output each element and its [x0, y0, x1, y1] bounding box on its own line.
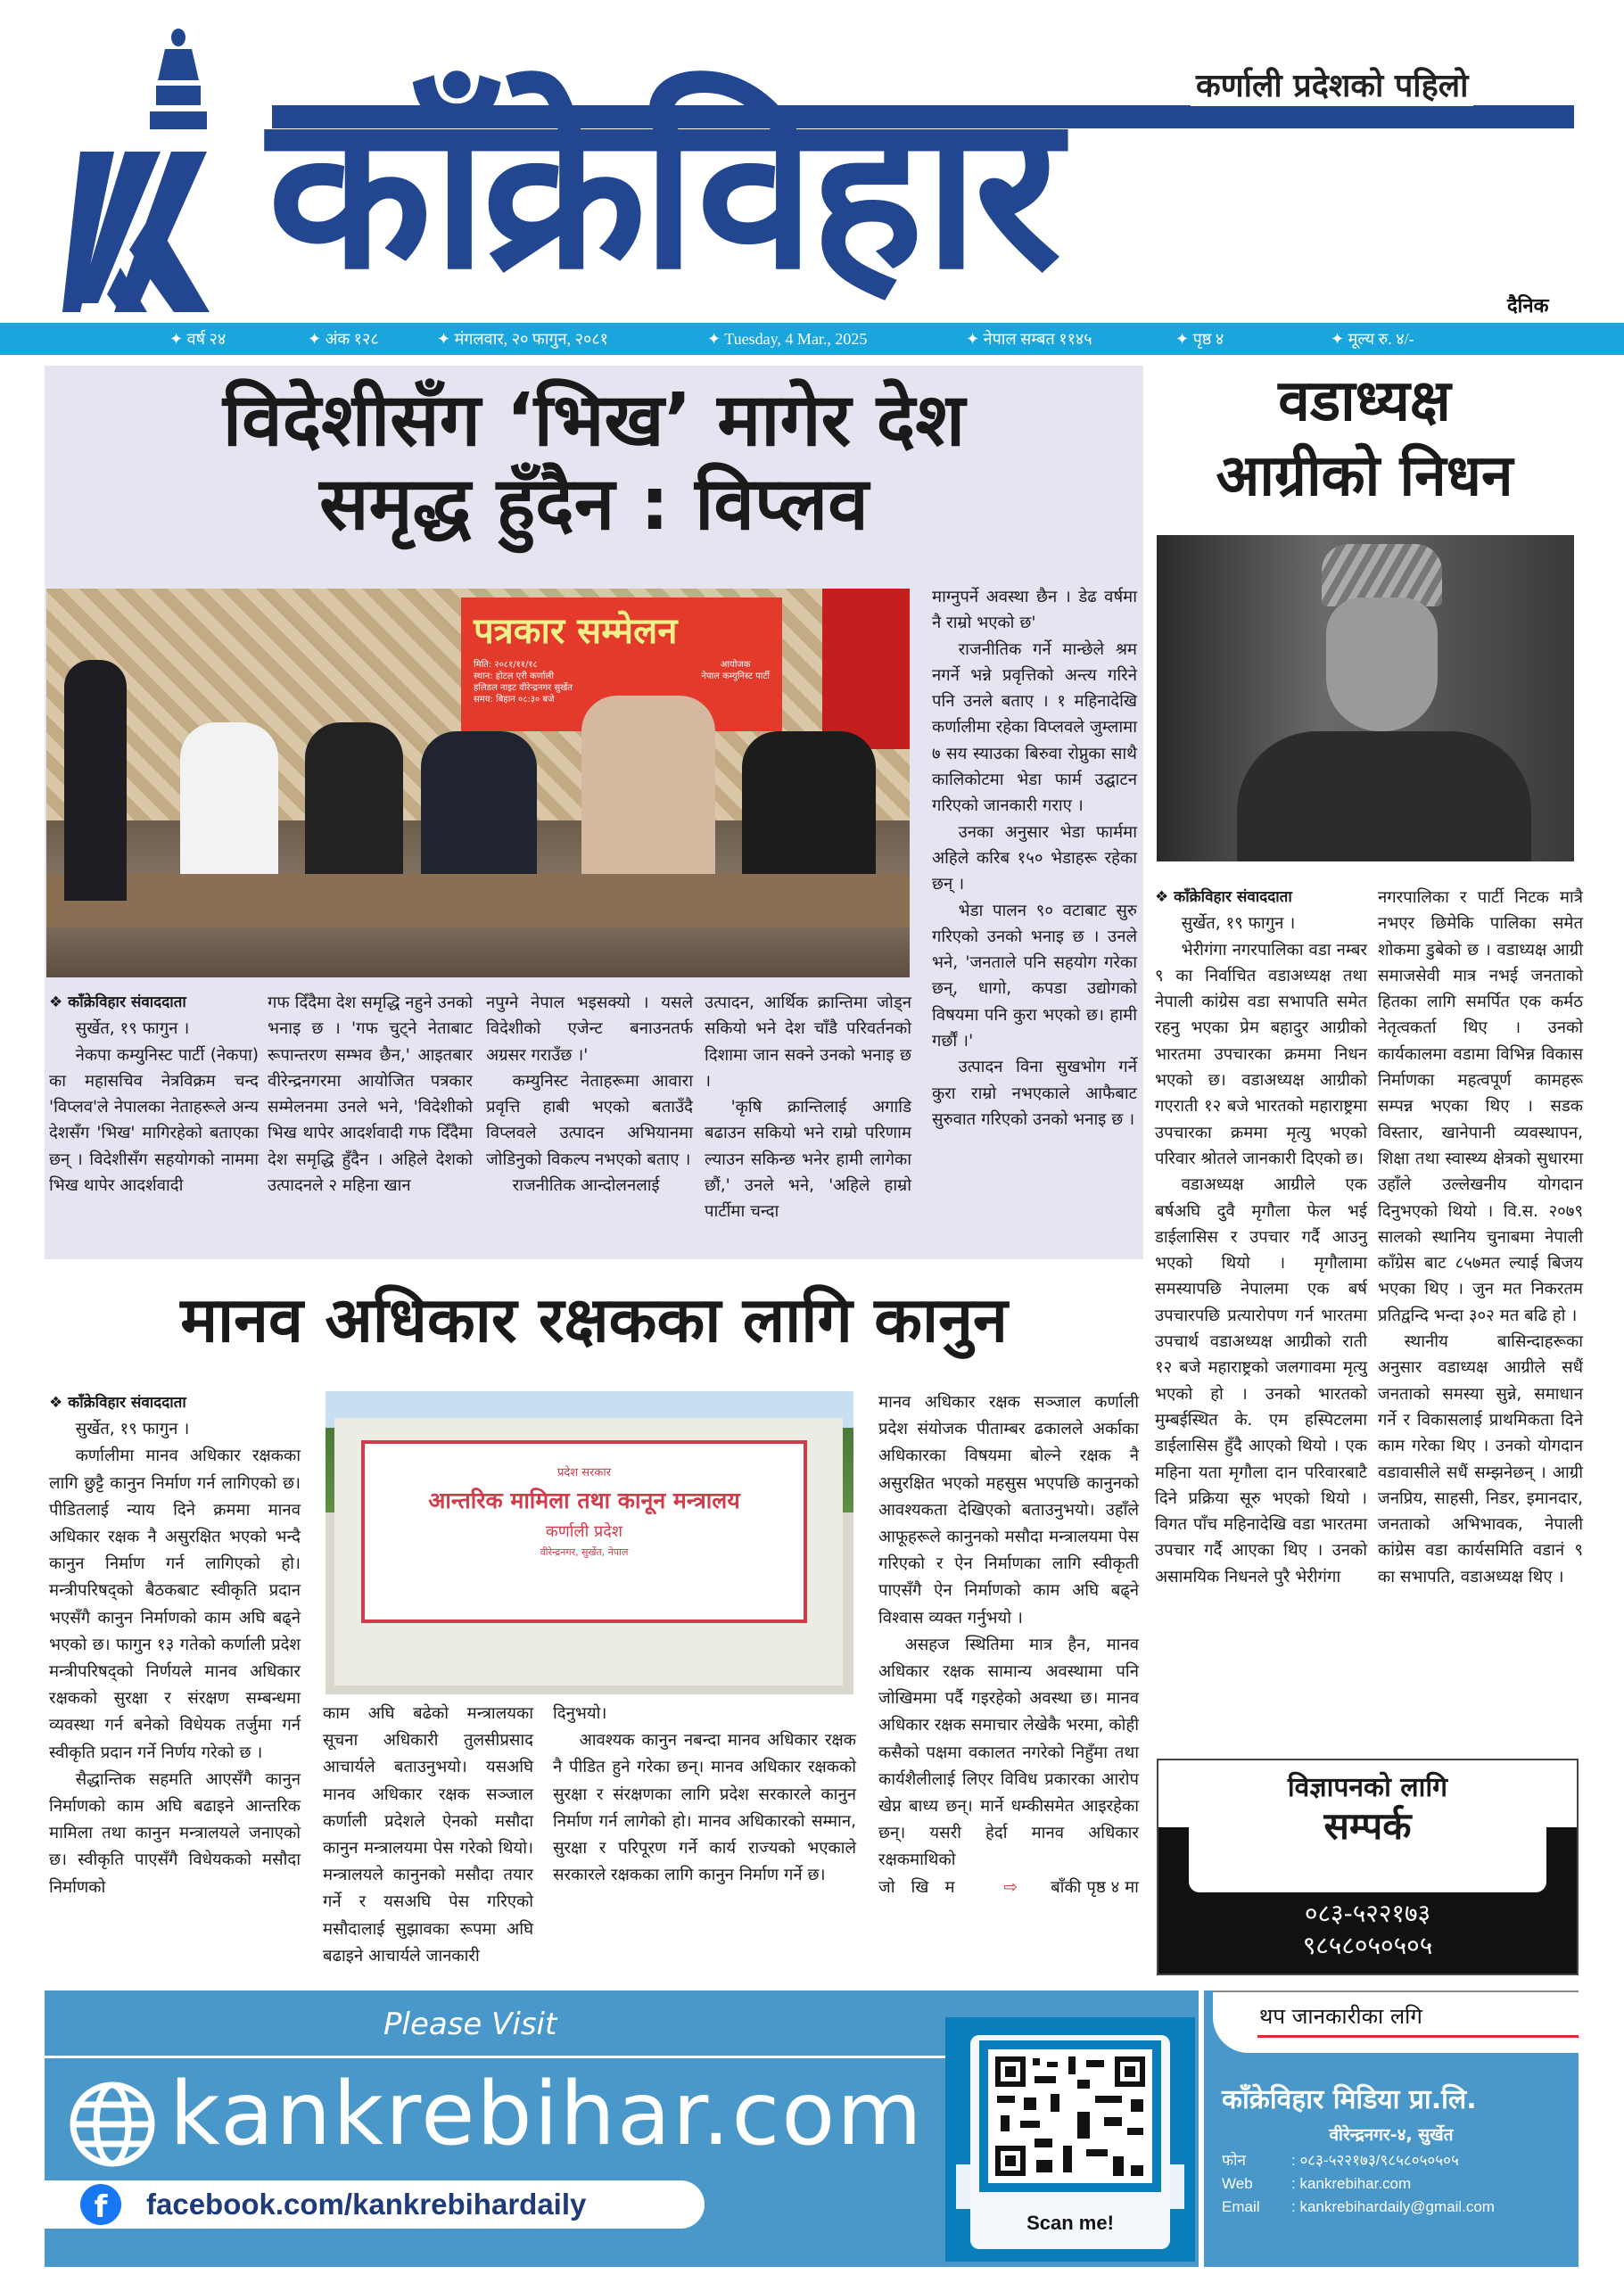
- english-date: ✦ Tuesday, 4 Mar., 2025: [707, 329, 868, 348]
- paragraph: आवश्यक कानुन नबन्दा मानव अधिकार रक्षक नै पीडित हुने गरेका छन्। मानव अधिकार रक्षकको सुरक्षा र संरक्षणका लागि प्रदेश सरकारले कानुन निर्माण गर्न लागेको हो। मानव अधिकारको सम्मान, सुरक्षा र परिपूरण गर्ने कार्य राज्यको भएकाले सरकारले रक्षकका लागि कानुन निर्माण गर्ने छ।: [553, 1731, 856, 1885]
- nepali-date: ✦ मंगलवार, २० फागुन, २०८१: [437, 330, 609, 348]
- lead-column-1: [49, 990, 259, 1199]
- masthead: [0, 0, 1624, 317]
- obit-portrait-photo: [1157, 535, 1574, 861]
- paragraph: असहज स्थितिमा मात्र हैन, मानव अधिकार रक्षक सामान्य अवस्थामा पनि जोखिममा पर्दै गइरहेको अवस्था छ। मानव अधिकार रक्षक समाचार लेखेकै भरमा, कोही कसैको पक्षमा वकालत नगरेको निहुँमा तथा कार्यशैलीलाई लिएर विविध प्रकारका आरोप खेप्न बाध्य छन्। मार्ने धम्कीसमेत आइरहेका छन्। यसरी हेर्दा मानव अधिकार रक्षकमाथिको: [878, 1635, 1139, 1870]
- arrow-right-icon: ⇨: [1003, 1877, 1018, 1897]
- issue-number: ✦ अंक १२८: [308, 330, 379, 348]
- contact-info-box: [1204, 1990, 1579, 2267]
- dateline: सुर्खेत, १९ फागुन ।: [1181, 914, 1296, 934]
- paragraph: उत्पादन विना सुखभोग गर्ने कुरा राम्रो नभएकाले आफैबाट सुरुवात गरिएको उनको भनाइ छ ।: [932, 1058, 1137, 1129]
- paragraph: कर्णालीमा मानव अधिकार रक्षकका लागि छुट्टै कानुन निर्माण गर्न लागिएको छ। पीडितलाई न्याय दिने क्रममा मानव अधिकार रक्षक नै असुरक्षित भएको भन्दै कानुन निर्माण गर्न लागिएको हो। मन्त्रीपरिषद्को बैठकबाट स्वीकृति प्रदान भएसँगै कानुन निर्माणको काम अघि बढ्ने भएको छ। फागुन १३ गतेको कर्णाली प्रदेश मन्त्रीपरिषद्को निर्णयले मानव अधिकार रक्षकको सुरक्षा र संरक्षण सम्बन्धमा व्यवस्था गर्न बनेको विधेयक तर्जुमा गर्न स्वीकृति प्रदान गर्ने निर्णय गरेको छ ।: [49, 1446, 301, 1762]
- email-label: Email: [1222, 2198, 1260, 2215]
- paragraph: काम अघि बढेको मन्त्रालयका सूचना अधिकारी तुलसीप्रसाद आचार्यले बताउनुभयो। यसअघि मानव अधिकार रक्षक सञ्जाल कर्णाली प्रदेशले ऐनको मसौदा कानुन मन्त्रालयमा पेस गरेको थियो। मन्त्रालयले कानुनको मसौदा तयार गर्ने र यसअघि पेस गरिएको मसौदालाई सुझावका रूपमा अघि बढाइने आचार्यले जानकारी: [323, 1704, 533, 1966]
- byline: ❖ काँक्रेविहार संवाददाता: [49, 993, 186, 1011]
- jump-word: जोखिम: [878, 1877, 971, 1897]
- ad-heading: विज्ञापनको लागि: [1287, 1772, 1448, 1803]
- lead-column-3: [486, 990, 693, 1199]
- rights-column-2: [323, 1701, 533, 1970]
- issue-info-bar: [0, 323, 1624, 355]
- paragraph: नगरपालिका र पार्टी निटक मात्रै नभएर छिमेकि पालिका समेत शोकमा डुबेको छ । वडाध्यक्ष आग्री समाजसेवी मात्र नभई जनताको हितका लागि समर्पित एक कर्मठ नेतृत्वकर्ता थिए । उनको कार्यकालमा वडामा विभिन्न विकास निर्माणका महत्वपूर्ण कामहरू सम्पन्न भएका थिए । सडक विस्तार, खानेपानी व्यवस्थापन, शिक्षा तथा स्वास्थ्य क्षेत्रको सुधारमा उहाँले उल्लेखनीय योगदान दिनुभएको थियो । वि.स. २०७९ सालको स्थानिय चुनाबमा नेपाली काँग्रेस बाट ८५७मत ल्याई बिजय भएका थिए । जुन मत निकरतम प्रतिद्वन्दि भन्दा ३०२ मत बढि हो ।: [1378, 888, 1583, 1325]
- headline-line: वडाध्यक्ष: [1278, 368, 1451, 434]
- banner-line: समय: बिहान ०८:३० बजे: [474, 695, 555, 705]
- tagline: कर्णाली प्रदेशको पहिलो: [1191, 62, 1473, 106]
- qr-panel: [945, 2017, 1195, 2262]
- rights-headline: मानव अधिकार रक्षकका लागि कानुन: [180, 1283, 1008, 1356]
- newspaper-logo: काँक्रेविहार: [268, 67, 1057, 317]
- obit-headline: [1150, 364, 1579, 514]
- sign-line: कर्णाली प्रदेश: [545, 1522, 623, 1541]
- nepal-sambat: ✦ नेपाल सम्बत ११४५: [966, 330, 1092, 348]
- banner-title: पत्रकार सम्मेलन: [474, 611, 678, 652]
- paragraph: सैद्धान्तिक सहमति आएसँगै कानुन निर्माणको काम अघि बढाइने आन्तरिक मामिला तथा कानुन मन्त्रालयले जनाएको छ। स्वीकृति पाएसँगै विधेयकको मसौदा निर्माणको: [49, 1769, 301, 1897]
- rights-column-1: [49, 1389, 301, 1901]
- qr-code-icon[interactable]: [988, 2049, 1152, 2183]
- ad-mobile: ९८५८०५०५०५: [1302, 1931, 1433, 1960]
- press-conference-photo: [46, 589, 910, 977]
- company-address: वीरेन्द्रनगर-४, सुर्खेत: [1329, 2125, 1454, 2145]
- ministry-sign-photo: [326, 1391, 853, 1694]
- paragraph: मानव अधिकार रक्षक सञ्जाल कर्णाली प्रदेश संयोजक पीताम्बर ढकालले अर्काका अधिकारका विषयमा बोल्ने रक्षक नै असुरक्षित भएको महसुस भएपछि कानुनको आवश्यकता देखिएको बताउनुभयो। उहाँले आफूहरूले कानुनको मसौदा मन्त्रालयमा पेस गरिएको र ऐन निर्माणका लागि स्वीकृती पाएसँगै ऐन निर्माणको काम अघि बढ्ने विश्वास व्यक्त गर्नुभयो ।: [878, 1393, 1139, 1628]
- continued-jump[interactable]: [878, 1875, 1139, 1901]
- email-value[interactable]: : kankrebihardaily@gmail.com: [1291, 2198, 1495, 2215]
- web-label: Web: [1222, 2175, 1253, 2192]
- advertisement-contact-box: [1157, 1759, 1579, 1975]
- rights-column-4: [878, 1389, 1139, 1901]
- paragraph: गफ दिँदैमा देश समृद्धि नहुने उनको भनाइ छ । 'गफ चुट्ने नेताबाट रूपान्तरण सम्भव छैन,' आइतबार वीरेन्द्रनगरमा आयोजित पत्रकार सम्मेलनमा उनले भने, 'विदेशीको भिख थापेर आदर्शवादी गफ दिँदैमा देश समृद्धि हुँदैन । अहिले देशको उत्पादनले २ महिना खान: [268, 993, 473, 1196]
- continued-on-page: बाँकी पृष्ठ ४ मा: [1051, 1877, 1139, 1897]
- obit-column-1: [1155, 885, 1367, 1590]
- headline-line: समृद्ध हुँदैन : विप्लव: [319, 462, 869, 548]
- lead-headline: [45, 379, 1143, 548]
- sign-title: आन्तरिक मामिला तथा कानून मन्त्रालय: [428, 1488, 740, 1513]
- paragraph: वडाअध्यक्ष आग्रीले एक बर्षअघि दुवै मृगौला फेल भई डाईलासिस र उपचार गर्दै आउनु भएको थियो । मृगौलामा समस्यापछि नेपालमा एक बर्ष उपचारपछि प्रत्यारोपण गर्न भारतमा उपचार्थ वडाअध्यक्ष आग्रीको राती १२ बजे महाराष्ट्रको जलगावमा मृत्यु भएको हो । उनको भारतको मुम्बईस्थित के. एम हस्पिटलमा डाईलासिस हुँदै आएको थियो । एक महिना यता मृगौला दान परिवारबाटै दिने प्रक्रिया सूरु भएको थियो । विगत पाँच महिनादेखि वडा भारतमा उपचार गर्दै आएका थिए । उनको असामयिक निधनले पुरै भेरीगंगा: [1155, 1175, 1367, 1587]
- paragraph: भेरीगंगा नगरपालिका वडा नम्बर ९ का निर्वाचित वडाअध्यक्ष तथा नेपाली कांग्रेस वडा सभापति समेत रहनु भएका प्रेम बहादुर आग्रीको भारतमा उपचारका क्रममा निधन भएको छ। वडाअध्यक्ष आग्रीको गएराती १२ बजे भारतको महाराष्ट्रमा उपचारका क्रममा मृत्यु भएको परिवार श्रोतले जानकारी दिएको छ।: [1155, 940, 1367, 1168]
- paragraph: राजनीतिक गर्ने मान्छेले श्रम नगर्ने भन्ने प्रवृत्तिको अन्त्य गरिने पनि उनले बताए । १ महिनादेखि कर्णालीमा रहेका विप्लवले जुम्लामा ७ सय स्याउका बिरुवा रोप्नुका साथै कालिकोटमा भेडा फार्म उद्घाटन गरिएको जानकारी गराए ।: [932, 639, 1137, 816]
- headline-line: विदेशीसँग ‘भिख’ मागेर देश: [222, 378, 966, 463]
- facebook-link[interactable]: [45, 2180, 705, 2229]
- facebook-url: facebook.com/kankrebihardaily: [146, 2188, 587, 2221]
- facebook-icon: f: [80, 2184, 121, 2225]
- rights-column-3: [553, 1701, 856, 1889]
- banner-line: नेपाल कम्युनिस्ट पार्टी: [701, 672, 770, 681]
- banner-line: आयोजक: [720, 660, 751, 670]
- sign-line: वीरेन्द्रनगर, सुर्खेत, नेपाल: [540, 1546, 629, 1558]
- phone-value: : ०८३-५२२१७३/९८५८०५०५०५: [1291, 2152, 1459, 2169]
- headline-line: आग्रीको निधन: [1216, 443, 1513, 509]
- globe-icon: [68, 2080, 157, 2169]
- byline: ❖ काँक्रेविहार संवाददाता: [1155, 888, 1292, 906]
- volume: ✦ वर्ष २४: [169, 330, 227, 348]
- dateline: सुर्खेत, १९ फागुन ।: [75, 1019, 190, 1039]
- phone-label: फोन: [1222, 2152, 1246, 2169]
- banner-line: स्थान: होटल एरी कर्णाली: [474, 672, 554, 681]
- lead-column-2: [268, 990, 473, 1199]
- ad-phone: ०८३-५२२१७३: [1304, 1899, 1431, 1928]
- obit-column-2: [1378, 885, 1583, 1590]
- sign-line: प्रदेश सरकार: [556, 1466, 612, 1479]
- page-number: ✦ पृष्ठ ४: [1175, 330, 1224, 348]
- paragraph: नेकपा कम्युनिस्ट पार्टी (नेकपा) का महासचिव नेत्रविक्रम चन्द 'विप्लव'ले नेपालका नेताहरूले अन्य देशसँग 'भिख' मागिरहेको बताएका छन् । विदेशीसँग सहयोगको नाममा भिख थापेर आदर्शवादी: [49, 1045, 259, 1196]
- paragraph: स्थानीय बासिन्दाहरूका अनुसार वडाध्यक्ष आग्रीले सधैं जनताको समस्या सुन्ने, समाधान गर्ने र विकासलाई प्राथमिकता दिने काम गरेका थिए । उनको योगदान वडावासीले सधैं सम्झनेछन् । आग्री जनप्रिय, साहसी, निडर, इमानदार, जनताको अभिभावक, नेपाली कांग्रेस वडा कार्यसमिति वडानं ९ का सभापति, वडाअध्यक्ष थिए ।: [1378, 1332, 1583, 1587]
- scan-me-label: Scan me!: [1026, 2212, 1114, 2234]
- company-name: काँक्रेविहार मिडिया प्रा.लि.: [1222, 2084, 1477, 2115]
- website-promo-banner: [45, 1990, 1199, 2267]
- contact-heading: थप जानकारीका लगि: [1259, 2004, 1422, 2029]
- please-visit-label: Please Visit: [383, 2007, 557, 2042]
- website-link[interactable]: kankrebihar.com: [169, 2064, 924, 2165]
- paragraph: राजनीतिक आन्दोलनलाई: [512, 1176, 660, 1196]
- paragraph: उनका अनुसार भेडा फार्ममा अहिले करिब १५० भेडाहरू रहेका छन् ।: [932, 822, 1137, 894]
- paragraph: उत्पादन, आर्थिक क्रान्तिमा जोड्न सकियो भने देश चाँडै परिवर्तनको दिशामा जान सक्ने उनको भनाइ छ ।: [705, 993, 911, 1091]
- paragraph: दिनुभयो।: [553, 1704, 607, 1723]
- dateline: सुर्खेत, १९ फागुन ।: [75, 1420, 190, 1439]
- banner-line: हलिडल नाइट वीरेन्द्रनगर सुर्खेत: [474, 683, 573, 693]
- price: ✦ मूल्य रु. ४/-: [1331, 330, 1414, 348]
- lead-column-5: [932, 584, 1137, 1133]
- ad-title: सम्पर्क: [1323, 1804, 1412, 1848]
- paragraph: नपुग्ने नेपाल भइसक्यो । यसले विदेशीको एजेन्ट बनाउनतर्फ अग्रसर गराउँछ ।': [486, 993, 693, 1065]
- paragraph: भेडा पालन ९० वटाबाट सुरु गरिएको उनको भनाइ छ । उनले भने, 'जनताले पनि सहयोग गरेका छन्, धागो, कपडा उद्योगको विषयमा पनि कुरा भएको छ। हामी गर्छौं ।': [932, 901, 1137, 1051]
- daily-label: दैनिक: [1507, 295, 1549, 317]
- byline: ❖ काँक्रेविहार संवाददाता: [49, 1394, 186, 1412]
- banner-line: मिति: २०८१/११/१८: [474, 660, 538, 670]
- ministry-sign: [361, 1440, 807, 1623]
- web-value[interactable]: : kankrebihar.com: [1291, 2175, 1412, 2192]
- paragraph: 'कृषि क्रान्तिलाई अगाडि बढाउन सकियो भने राम्रो परिणाम ल्याउन सकिन्छ भनेर हामी लागेका छौं,' उनले भने, 'अहिले हाम्रो पार्टीमा चन्दा: [705, 1098, 911, 1222]
- lead-column-4: [705, 990, 911, 1225]
- contact-rows: [1222, 2149, 1495, 2219]
- paragraph: माग्नुपर्ने अवस्था छैन । डेढ वर्षमा नै राम्रो भएको छ': [932, 588, 1137, 633]
- logo-emblem-icon: [45, 27, 276, 312]
- paragraph: कम्युनिस्ट नेताहरूमा आवारा प्रवृत्ति हाबी भएको बताउँदै विप्लवले उत्पादन अभियानमा जोडिनुको विकल्प नभएको बताए ।: [486, 1071, 693, 1169]
